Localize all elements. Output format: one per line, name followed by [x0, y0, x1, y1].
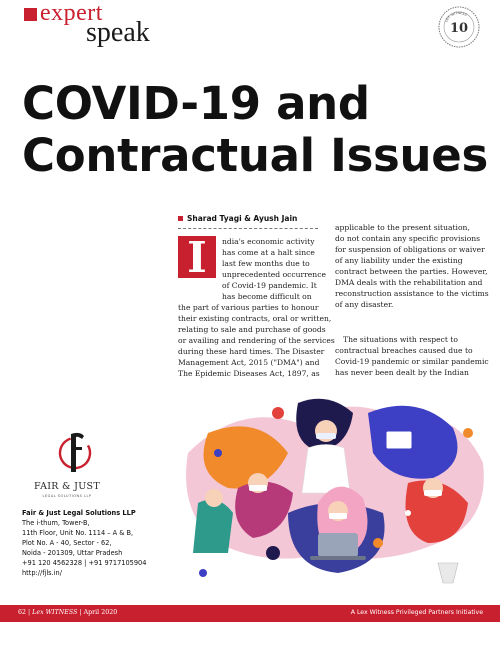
advertiser-contact [22, 508, 182, 578]
text-line: has come at a halt since [222, 248, 315, 257]
footer-right-tagline: A Lex Witness Privileged Partners Initiative [350, 609, 483, 616]
section-label-speak: speak [86, 17, 150, 48]
byline-divider [178, 228, 318, 229]
address-line: The i-thum, Tower-B, [22, 519, 90, 527]
text-line: DMA deals with the rehabilitation and [335, 278, 483, 287]
article-title [22, 78, 492, 182]
byline-marker [178, 216, 183, 221]
address-line: Noida - 201309, Uttar Pradesh [22, 549, 123, 557]
column1-text [178, 302, 335, 379]
text-line: their existing contracts, oral or written, [178, 314, 332, 323]
page-number: 62 [18, 609, 27, 616]
badge-number: 10 [449, 21, 469, 36]
text-line: The Epidemic Diseases Act, 1897, as [178, 369, 320, 378]
footer-separator: | [79, 609, 82, 616]
issue-date: April 2020 [83, 609, 118, 616]
logo-wordmark: FAIR & JUST [34, 481, 100, 492]
text-line: reconstruction assistance to the victims [335, 289, 489, 298]
text-line: of any liability under the existing [335, 256, 463, 265]
text-line: do not contain any specific provisions [335, 234, 481, 243]
text-line: The situations with respect to [343, 335, 458, 344]
text-line: ndia's economic activity [222, 237, 315, 246]
text-line: Management Act, 2015 ("DMA") and [178, 358, 320, 367]
text-line: the part of various parties to honour [178, 303, 319, 312]
column2-text [335, 222, 489, 310]
text-line: unprecedented occurrence [222, 270, 326, 279]
text-line: during these hard times. The Disaster [178, 347, 325, 356]
text-line: applicable to the present situation, [335, 223, 470, 232]
logo-subtitle: LEGAL SOLUTIONS LLP [42, 494, 92, 498]
covid-illustration [178, 393, 490, 588]
column2-paragraph2 [335, 334, 489, 378]
text-line: Covid-19 pandemic or similar pandemic [335, 357, 489, 366]
byline [178, 214, 297, 223]
text-line: of any disaster. [335, 300, 394, 309]
magazine-name: Lex WITNESS [32, 609, 78, 616]
advertiser-name: Fair & Just Legal Solutions LLP [22, 509, 136, 517]
footer-left [18, 609, 117, 616]
address-line: Plot No. A - 40, Sector - 62, [22, 539, 112, 547]
text-line: contractual breaches caused due to [335, 346, 473, 355]
section-label-expert: expert [40, 0, 103, 26]
article-title-line: Contractual Issues [22, 129, 488, 182]
website-link[interactable]: http://fjls.in/ [22, 569, 62, 577]
badge-arc-text: LEX WITNESS [444, 10, 468, 23]
section-marker-square [24, 8, 37, 21]
text-line: of Covid-19 pandemic. It [222, 281, 317, 290]
column1-indented-text [222, 236, 326, 302]
text-line: last few months due to [222, 259, 310, 268]
article-title-line: COVID-19 and [22, 77, 370, 130]
text-line: relating to sale and purchase of goods [178, 325, 326, 334]
phone-line: +91 120 4562328 | +91 9717105904 [22, 559, 147, 567]
fair-and-just-logo-icon [58, 427, 92, 477]
text-line: has become difficult on [222, 292, 312, 301]
text-line: or availing and rendering of the services [178, 336, 335, 345]
footer-separator: | [28, 609, 31, 616]
byline-authors: Sharad Tyagi & Ayush Jain [187, 214, 298, 223]
address-line: 11th Floor, Unit No. 1114 – A & B, [22, 529, 134, 537]
text-line: has never been dealt by the Indian [335, 368, 469, 377]
text-line: for suspension of obligations or waiver [335, 245, 485, 254]
drop-cap-letter: I [187, 233, 207, 282]
text-line: contract between the parties. However, [335, 267, 488, 276]
anniversary-badge-icon [438, 6, 480, 48]
